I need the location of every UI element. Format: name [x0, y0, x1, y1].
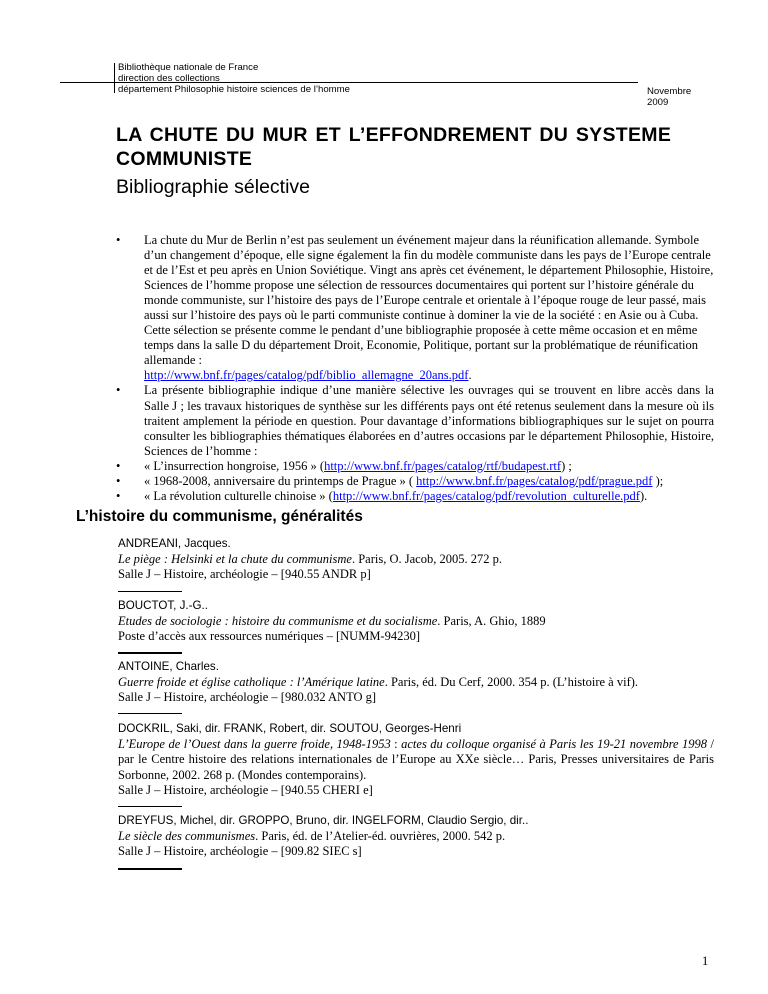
entry-citation [118, 552, 714, 568]
intro-bullet-3-pre: « L’insurrection hongroise, 1956 » ( [144, 458, 325, 473]
entry-publication: . Paris, éd. de l’Atelier-éd. ouvrières, 2000. 542 p. [255, 828, 506, 843]
entry-title-separator: : [390, 736, 402, 751]
entry-publication: . Paris, A. Ghio, 1889 [437, 613, 546, 628]
page-title-line2: COMMUNISTE [116, 148, 253, 170]
link-prague[interactable]: http://www.bnf.fr/pages/catalog/pdf/prague.pdf [416, 473, 653, 488]
section-heading: L’histoire du communisme, généralités [76, 508, 363, 525]
intro-bullet-3-post: ) ; [561, 458, 572, 473]
intro-bullet-5-pre: « La révolution culturelle chinoise » ( [144, 488, 333, 503]
intro-bullet-4-pre: « 1968-2008, anniversaire du printemps de Prague » ( [144, 473, 417, 488]
bullet-icon: • [116, 233, 121, 247]
intro-bullet-5 [116, 489, 714, 504]
header-date [647, 86, 691, 108]
entry-author: BOUCTOT, J.-G.. [118, 599, 208, 612]
intro-bullet-4-post: ); [652, 473, 664, 488]
intro-bullet-2-text: La présente bibliographie indique d’une manière sélective les ouvrages qui se trouvent en libre accès dans la Salle J ; les travaux historiques de synthèse sur les différents pays ont été retenus seulement dans la mesure où ils traitent amplement la période en question. Pour davantage d’informations bibliographiques sur le sujet on pourra consulter les bibliographies thématiques élaborées en d’autres occasions par le département Philosophie, Histoire, Sciences de l’homme : [144, 383, 714, 458]
entry-title: L’Europe de l’Ouest dans la guerre froide, 1948-1953 [118, 736, 391, 751]
entry-author: DOCKRIL, Saki, dir. FRANK, Robert, dir. SOUTOU, Georges-Henri [118, 722, 462, 735]
bibliography-entry [118, 598, 714, 645]
bibliography-entry [118, 721, 714, 799]
header-org-line2: direction des collections [118, 73, 220, 84]
entry-title: Guerre froide et église catholique : l’Amérique latine [118, 674, 385, 689]
entry-separator [118, 652, 182, 654]
entry-location: Salle J – Histoire, archéologie – [940.55 CHERI e] [118, 783, 373, 797]
link-budapest[interactable]: http://www.bnf.fr/pages/catalog/rtf/budapest.rtf [324, 458, 562, 473]
entry-publication: . Paris, O. Jacob, 2005. 272 p. [351, 551, 502, 566]
page-title-line1: LA CHUTE DU MUR ET L’EFFONDREMENT DU SYSTEME [116, 124, 672, 146]
link-biblio-allemagne[interactable]: http://www.bnf.fr/pages/catalog/pdf/biblio_allemagne_20ans.pdf [144, 368, 469, 383]
header-org-line1: Bibliothèque nationale de France [118, 62, 259, 73]
entry-publication: / par le Centre histoire des relations internationales de l’Europe au XXe siècle… Paris, Presses universitaires de Paris Sorbonne, 2002. 268 p. (Mondes contemporains). [118, 736, 714, 782]
header-org-line3: département Philosophie histoire sciences de l’homme [118, 84, 350, 95]
intro-bullet-4 [116, 474, 714, 489]
page-number: 1 [702, 954, 709, 968]
entry-separator [118, 591, 182, 592]
entry-separator [118, 806, 182, 807]
entry-author: DREYFUS, Michel, dir. GROPPO, Bruno, dir. INGELFORM, Claudio Sergio, dir.. [118, 814, 529, 827]
entry-location: Poste d’accès aux ressources numériques – [NUMM-94230] [118, 629, 421, 643]
entry-author: ANTOINE, Charles. [118, 660, 219, 673]
entry-title: Le siècle des communismes [118, 828, 256, 843]
intro-bullet-1: • La chute du Mur de Berlin n’est pas seulement un événement majeur dans la réunification allemande. Symbole d’un changement d’époque, elle signe également la fin du modèle communiste dans les pays de l’Europe centrale et de l’Est et peu après en Union Soviétique. Vingt ans après cet événement, le département Philosophie, Histoire, Sciences de l’homme propose une sélection de ressources documentaires qui portent sur l’histoire générale du monde communiste, sur l’histoire des pays de l’Europe centrale et orientale à l’époque rouge de leur passé, mais aussi sur l’histoire des pays où le parti communiste continue à dominer la vie de la société : en Asie ou à Cuba. Cette sélection se présente comme le pendant d’une bibliographie proposée à cette même occasion et en même temps dans la salle D du département Droit, Economie, Politique, portant sur la problématique de réunification allemande : http://www.bnf.fr/pages/catalog/pdf/biblio_allemagne_20ans.pdf. [116, 233, 714, 383]
entry-author: ANDREANI, Jacques. [118, 537, 231, 550]
header-vertical-rule [114, 63, 115, 93]
bullet-icon: • [116, 383, 121, 398]
entry-location: Salle J – Histoire, archéologie – [980.032 ANTO g] [118, 690, 377, 704]
header-date-year: 2009 [647, 97, 669, 108]
entry-publication: . Paris, éd. Du Cerf, 2000. 354 p. (L’histoire à vif). [384, 674, 639, 689]
bullet-icon: • [116, 488, 121, 503]
intro-bullet-1-text: La chute du Mur de Berlin n’est pas seulement un événement majeur dans la réunification allemande. Symbole d’un changement d’époque, elle signe également la fin du modèle communiste dans les pays de l’Europe centrale et de l’Est et peu après en Union Soviétique. Vingt ans après cet événement, le département Philosophie, Histoire, Sciences de l’homme propose une sélection de ressources documentaires qui portent sur l’histoire générale du monde communiste, sur l’histoire des pays de l’Europe centrale et orientale à l’époque rouge de leur passé, mais aussi sur l’histoire des pays où le parti communiste continue à dominer la vie de la société : en Asie ou à Cuba. Cette sélection se présente comme le pendant d’une bibliographie proposée à cette même occasion et en même temps dans la salle D du département Droit, Economie, Politique, portant sur la problématique de réunification allemande : [144, 233, 714, 368]
entry-separator [118, 868, 182, 870]
intro-bullet-3 [116, 459, 714, 474]
intro-bullet-5-post: ). [639, 488, 648, 503]
entry-location: Salle J – Histoire, archéologie – [940.55 ANDR p] [118, 567, 371, 581]
entry-citation [118, 829, 714, 845]
header-org-block [118, 62, 350, 95]
bibliography-entry [118, 659, 714, 706]
bibliography-entry [118, 813, 714, 860]
bibliography-entry [118, 536, 714, 583]
entry-separator [118, 713, 182, 714]
page-subtitle: Bibliographie sélective [116, 176, 311, 198]
intro-bullet-2 [116, 383, 714, 458]
entry-citation [118, 737, 714, 784]
entry-citation [118, 614, 714, 630]
entry-title: Etudes de sociologie : histoire du communisme et du socialisme [118, 613, 438, 628]
bullet-icon: • [116, 458, 121, 473]
page-title [116, 123, 736, 171]
header-date-month: Novembre [647, 86, 692, 97]
entry-title-part2: actes du colloque organisé à Paris les 19-21 novembre 1998 [401, 736, 708, 751]
entry-title: Le piège : Helsinki et la chute du communisme [118, 551, 352, 566]
link-revolution-culturelle[interactable]: http://www.bnf.fr/pages/catalog/pdf/revolution_culturelle.pdf [332, 488, 640, 503]
entry-location: Salle J – Histoire, archéologie – [909.82 SIEC s] [118, 844, 362, 858]
entry-citation [118, 675, 714, 691]
intro-bullet-list [116, 233, 714, 504]
bullet-icon: • [116, 473, 121, 488]
